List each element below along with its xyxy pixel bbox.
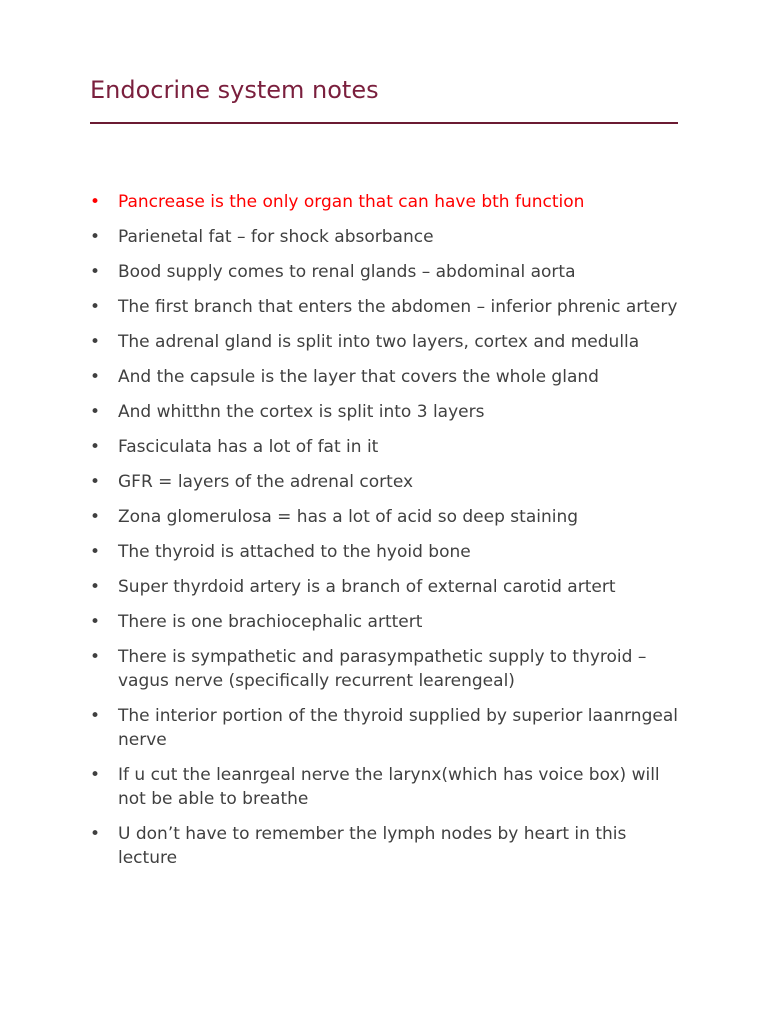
bullet-icon: • [90,402,101,422]
bullet-icon: • [90,437,101,457]
note-text: There is sympathetic and parasympathetic supply to thyroid – vagus nerve (specifically recurrent learengeal) [118,647,647,691]
bullet-icon: • [90,542,101,562]
note-text: There is one brachiocephalic arttert [118,612,423,632]
bullet-icon: • [90,262,101,282]
note-text: The adrenal gland is split into two layers, cortex and medulla [118,332,640,352]
bullet-icon: • [90,824,101,844]
note-text: U don’t have to remember the lymph nodes by heart in this lecture [118,824,627,868]
notes-list [90,190,690,881]
note-item [90,505,690,529]
note-text: If u cut the leanrgeal nerve the larynx(which has voice box) will not be able to breathe [118,765,660,809]
note-item [90,822,690,870]
note-text: Parienetal fat – for shock absorbance [118,227,434,247]
note-text: Fasciculata has a lot of fat in it [118,437,379,457]
note-text: Super thyrdoid artery is a branch of external carotid artert [118,577,616,597]
title-divider [90,122,678,124]
note-item [90,330,690,354]
note-text: Bood supply comes to renal glands – abdominal aorta [118,262,576,282]
note-text: And the capsule is the layer that covers the whole gland [118,367,599,387]
note-item [90,400,690,424]
note-text: The thyroid is attached to the hyoid bone [118,542,471,562]
bullet-icon: • [90,577,101,597]
page-title: Endocrine system notes [90,76,379,104]
note-item [90,295,690,319]
note-text: The first branch that enters the abdomen – inferior phrenic artery [118,297,678,317]
bullet-icon: • [90,367,101,387]
note-text: And whitthn the cortex is split into 3 layers [118,402,485,422]
bullet-icon: • [90,332,101,352]
note-text: The interior portion of the thyroid supplied by superior laanrngeal nerve [118,706,678,750]
note-item [90,435,690,459]
note-item [90,540,690,564]
bullet-icon: • [90,472,101,492]
bullet-icon: • [90,227,101,247]
note-item [90,470,690,494]
bullet-icon: • [90,706,101,726]
note-item [90,260,690,284]
bullet-icon: • [90,612,101,632]
note-item [90,190,690,214]
note-item [90,704,690,752]
note-item [90,763,690,811]
bullet-icon: • [90,192,101,212]
bullet-icon: • [90,765,101,785]
note-item [90,645,690,693]
note-item [90,225,690,249]
note-item [90,575,690,599]
note-text: Pancrease is the only organ that can have bth function [118,192,585,212]
note-item [90,610,690,634]
note-text: GFR = layers of the adrenal cortex [118,472,414,492]
bullet-icon: • [90,507,101,527]
bullet-icon: • [90,297,101,317]
note-item [90,365,690,389]
bullet-icon: • [90,647,101,667]
note-text: Zona glomerulosa = has a lot of acid so deep staining [118,507,579,527]
